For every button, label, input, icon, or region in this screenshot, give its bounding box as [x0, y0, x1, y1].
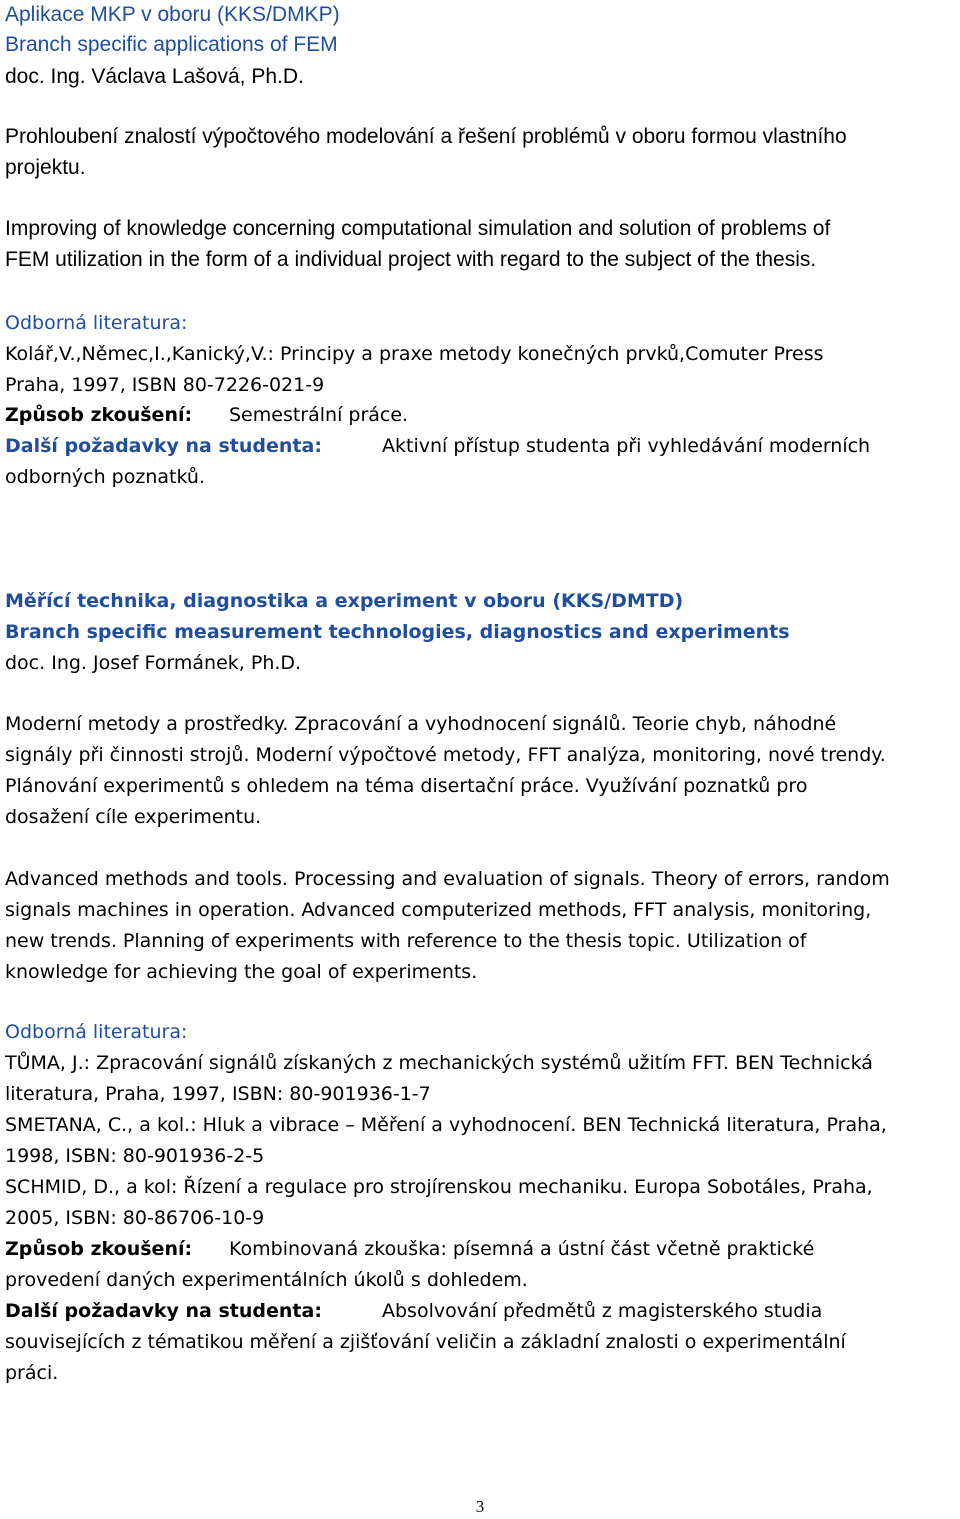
section1-req-value-line2: odborných poznatků. — [5, 466, 205, 488]
section2-exam-value-line2: provedení daných experimentálních úkolů s dohledem. — [5, 1269, 528, 1291]
section2-desc-en-line4: knowledge for achieving the goal of experiments. — [5, 961, 478, 983]
section1-exam-label: Způsob zkoušení: — [5, 404, 193, 426]
section2-exam-label: Způsob zkoušení: — [5, 1238, 193, 1260]
section2-desc-en-line3: new trends. Planning of experiments with reference to the thesis topic. Utilization of — [5, 930, 807, 952]
section2-title-en: Branch specific measurement technologies, diagnostics and experiments — [5, 621, 790, 643]
section2-lit3-line2: 2005, ISBN: 80-86706-10-9 — [5, 1207, 265, 1229]
page-number: 3 — [475, 1497, 485, 1516]
section1-title-en: Branch specific applications of FEM — [5, 33, 338, 56]
section1-exam-value: Semestrální práce. — [229, 404, 409, 426]
section2-exam-row — [5, 1236, 955, 1262]
section2-lit1-line1: TŮMA, J.: Zpracování signálů získaných z mechanických systémů užitím FFT. BEN Technická — [5, 1052, 873, 1074]
section2-lit3-line1: SCHMID, D., a kol: Řízení a regulace pro strojírenskou mechaniku. Europa Sobotáles, Praha, — [5, 1176, 873, 1198]
section2-req-value-line2: souvisejících z tématikou měření a zjišťování veličin a základní znalosti o experimentální — [5, 1331, 846, 1353]
section2-lit2-line2: 1998, ISBN: 80-901936-2-5 — [5, 1145, 265, 1167]
section1-desc-cz-line1: Prohloubení znalostí výpočtového modelování a řešení problémů v oboru formou vlastního — [5, 125, 847, 148]
section2-desc-cz-line1: Moderní metody a prostředky. Zpracování a vyhodnocení signálů. Teorie chyb, náhodné — [5, 713, 837, 735]
section2-lit2-line1: SMETANA, C., a kol.: Hluk a vibrace – Měření a vyhodnocení. BEN Technická literatura, Praha, — [5, 1114, 887, 1136]
section1-req-value-line1: Aktivní přístup studenta při vyhledávání moderních — [382, 435, 871, 457]
section1-literature-line1: Kolář,V.,Němec,I.,Kanický,V.: Principy a praxe metody konečných prvků,Comuter Press — [5, 343, 824, 365]
section2-req-label: Další požadavky na studenta: — [5, 1300, 322, 1322]
section2-desc-en-line1: Advanced methods and tools. Processing and evaluation of signals. Theory of errors, random — [5, 868, 890, 890]
section1-lecturer: doc. Ing. Václava Lašová, Ph.D. — [5, 65, 304, 88]
section1-literature-label: Odborná literatura: — [5, 312, 188, 334]
section2-desc-cz-line4: dosažení cíle experimentu. — [5, 806, 262, 828]
section2-title-cz: Měřící technika, diagnostika a experiment v oboru (KKS/DMTD) — [5, 590, 684, 612]
section1-desc-en-line2: FEM utilization in the form of a individual project with regard to the subject of the thesis. — [5, 248, 817, 271]
section2-req-row — [5, 1298, 955, 1324]
section2-req-value-line1: Absolvování předmětů z magisterského studia — [382, 1300, 823, 1322]
section2-lecturer: doc. Ing. Josef Formánek, Ph.D. — [5, 652, 302, 674]
section1-title-cz: Aplikace MKP v oboru (KKS/DMKP) — [5, 3, 340, 26]
section2-desc-cz-line2: signály při činnosti strojů. Moderní výpočtové metody, FFT analýza, monitoring, nové trendy. — [5, 744, 886, 766]
section2-desc-cz-line3: Plánování experimentů s ohledem na téma disertační práce. Využívání poznatků pro — [5, 775, 808, 797]
section1-literature-line2: Praha, 1997, ISBN 80-7226-021-9 — [5, 374, 325, 396]
section2-exam-value-line1: Kombinovaná zkouška: písemná a ústní část včetně praktické — [229, 1238, 815, 1260]
section1-exam-row — [5, 402, 955, 428]
section1-req-label: Další požadavky na studenta: — [5, 435, 322, 457]
section2-literature-label: Odborná literatura: — [5, 1021, 188, 1043]
section1-desc-cz-line2: projektu. — [5, 156, 86, 179]
section1-req-row — [5, 433, 955, 459]
section2-req-value-line3: práci. — [5, 1362, 59, 1384]
section2-desc-en-line2: signals machines in operation. Advanced computerized methods, FFT analysis, monitoring, — [5, 899, 872, 921]
section1-desc-en-line1: Improving of knowledge concerning computational simulation and solution of problems of — [5, 217, 831, 240]
section2-lit1-line2: literatura, Praha, 1997, ISBN: 80-901936-1-7 — [5, 1083, 431, 1105]
